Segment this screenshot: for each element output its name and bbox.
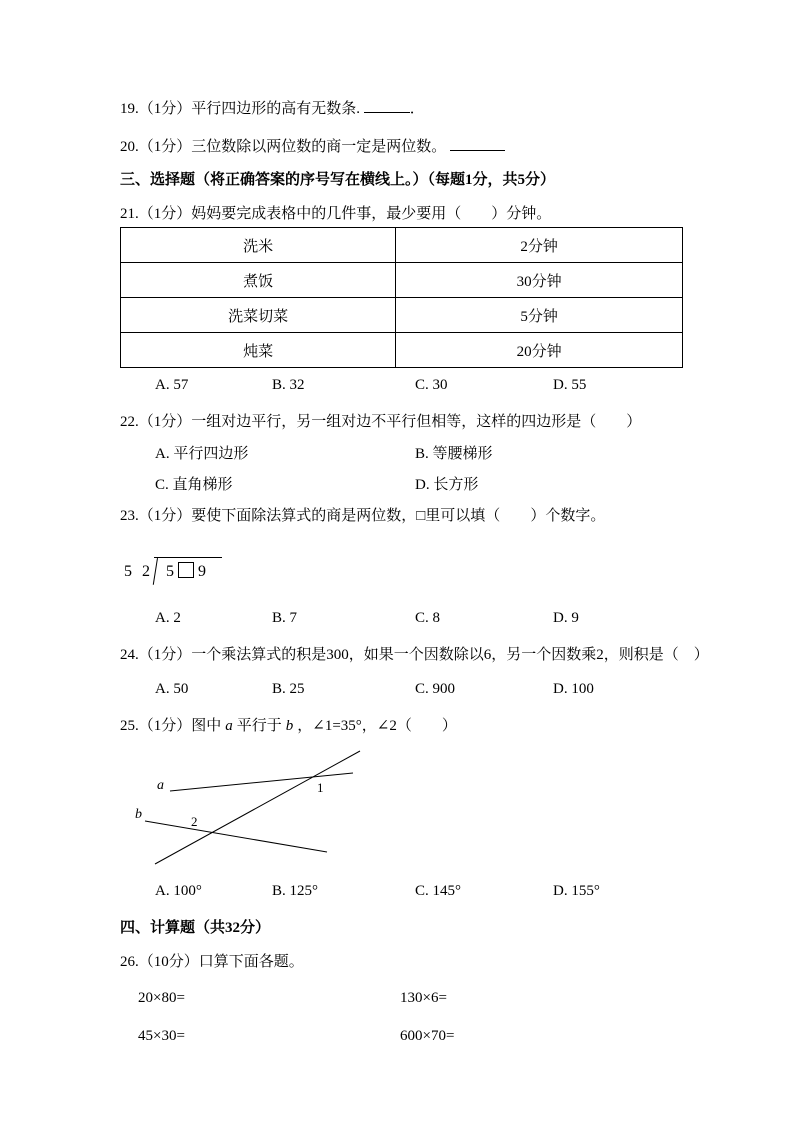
- time-cell: 20分钟: [396, 333, 683, 368]
- question-26: 26.（10分）口算下面各题。: [120, 954, 304, 970]
- option-c: C. 8: [415, 610, 441, 626]
- option-a: A. 57: [155, 377, 189, 393]
- option-b: B. 125°: [272, 883, 319, 899]
- option-a: A. 2: [155, 610, 181, 626]
- table-row: [121, 333, 683, 368]
- question-25-text-1: 25.（1分）图中: [120, 718, 222, 734]
- table-row: [121, 298, 683, 333]
- option-d: D. 100: [553, 681, 594, 697]
- transversal-line: [155, 751, 360, 864]
- option-b: B. 25: [272, 681, 305, 697]
- question-25-text-3: ，∠1=35°，∠2（ ）: [297, 718, 457, 734]
- option-a: A. 100°: [155, 883, 202, 899]
- time-cell: 5分钟: [396, 298, 683, 333]
- long-division-expression: [124, 557, 683, 585]
- parallel-lines-diagram: [135, 747, 385, 872]
- question-25-text-2: 平行于: [236, 718, 282, 734]
- table-row: [121, 228, 683, 263]
- time-cell: 2分钟: [396, 228, 683, 263]
- variable-a: a: [225, 718, 233, 734]
- question-20-text: 20.（1分）三位数除以两位数的商一定是两位数。: [120, 139, 447, 155]
- line-a: [170, 773, 353, 791]
- option-c: C. 直角梯形: [155, 477, 233, 493]
- question-22-options: [120, 443, 683, 496]
- question-24-options: [120, 678, 683, 700]
- option-c: C. 30: [415, 377, 448, 393]
- question-24: 24.（1分）一个乘法算式的积是300，如果一个因数除以6，另一个因数乘2，则积是（ ）: [120, 647, 709, 663]
- question-25: [120, 715, 683, 737]
- question-20: [120, 135, 683, 158]
- option-d: D. 155°: [553, 883, 600, 899]
- answer-blank-19: [364, 97, 410, 113]
- line-a-label: a: [157, 778, 164, 793]
- task-cell: 炖菜: [121, 333, 396, 368]
- option-b: B. 7: [272, 610, 298, 626]
- question-22: 22.（1分）一组对边平行，另一组对边不平行但相等，这样的四边形是（ ）: [120, 414, 642, 430]
- blank-box: [178, 562, 194, 578]
- option-b: B. 等腰梯形: [415, 446, 493, 462]
- task-cell: 煮饭: [121, 263, 396, 298]
- question-23-options: [120, 607, 683, 629]
- calc-item: 130×6=: [400, 990, 447, 1006]
- section-4-heading: 四、计算题（共32分）: [120, 920, 271, 936]
- option-a: A. 50: [155, 681, 189, 697]
- angle-1-label: 1: [317, 780, 324, 795]
- table-row: [121, 263, 683, 298]
- variable-b: b: [285, 718, 294, 734]
- question-19-tail: ．: [409, 101, 425, 117]
- task-cell: 洗菜切菜: [121, 298, 396, 333]
- angle-2-label: 2: [191, 814, 198, 829]
- question-19: [120, 97, 683, 120]
- question-23: 23.（1分）要使下面除法算式的商是两位数，□里可以填（ ）个数字。: [120, 508, 606, 524]
- calc-item: 600×70=: [400, 1028, 455, 1044]
- question-25-options: [120, 880, 683, 902]
- answer-blank-20: [450, 135, 505, 151]
- line-b-label: b: [135, 807, 142, 822]
- schedule-table: [120, 227, 683, 368]
- question-19-text: 19.（1分）平行四边形的高有无数条.: [120, 101, 361, 117]
- option-d: D. 长方形: [415, 477, 479, 493]
- divisor: 5 2: [124, 563, 153, 580]
- calc-item: 45×30=: [138, 1028, 185, 1044]
- calc-item: 20×80=: [138, 990, 185, 1006]
- option-a: A. 平行四边形: [155, 446, 249, 462]
- dividend-right-digit: 9: [198, 563, 206, 580]
- dividend: [154, 557, 222, 585]
- question-21-options: [120, 374, 683, 396]
- task-cell: 洗米: [121, 228, 396, 263]
- option-c: C. 900: [415, 681, 456, 697]
- line-b: [145, 821, 327, 852]
- option-d: D. 9: [553, 610, 579, 626]
- option-c: C. 145°: [415, 883, 462, 899]
- option-b: B. 32: [272, 377, 305, 393]
- section-3-heading: 三、选择题（将正确答案的序号写在横线上。）（每题1分，共5分）: [120, 172, 556, 188]
- dividend-left-digit: 5: [166, 563, 174, 580]
- question-21: 21.（1分）妈妈要完成表格中的几件事，最少要用（ ）分钟。: [120, 206, 552, 222]
- time-cell: 30分钟: [396, 263, 683, 298]
- option-d: D. 55: [553, 377, 587, 393]
- q26-calculation-items: [120, 987, 683, 1047]
